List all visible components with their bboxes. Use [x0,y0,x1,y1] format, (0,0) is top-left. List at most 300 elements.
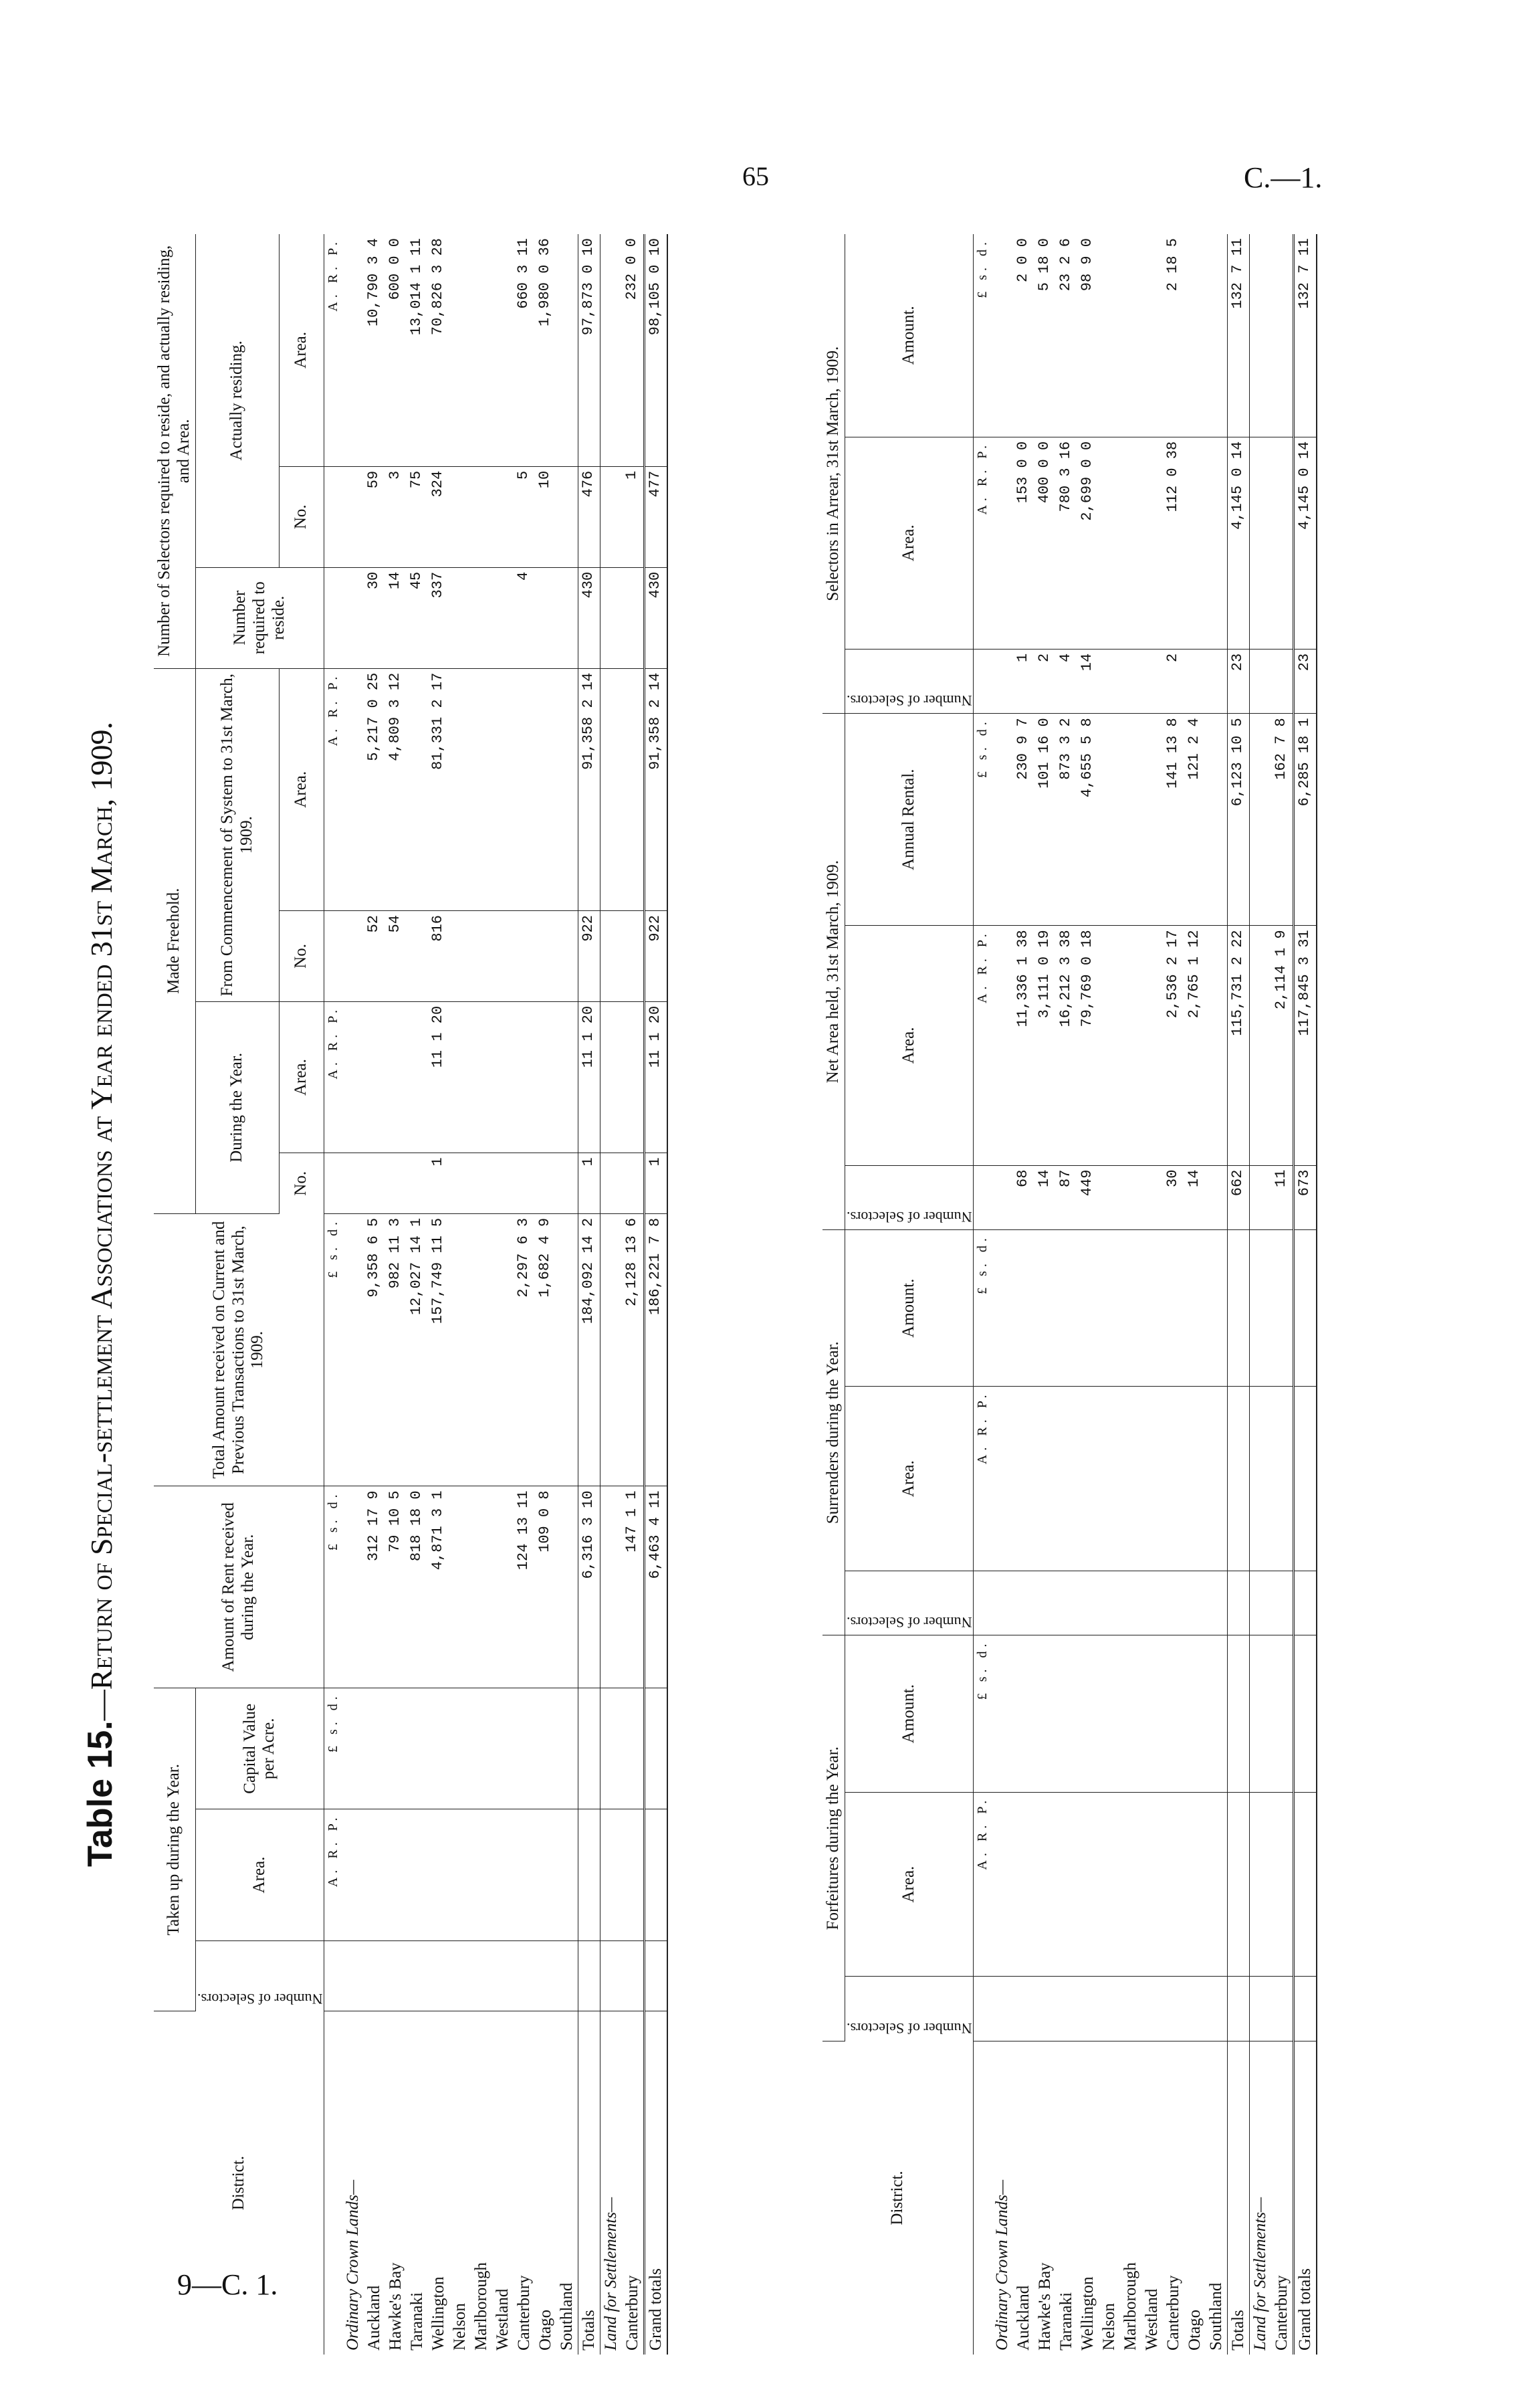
empty-cell [1250,1230,1272,1387]
col-surr-no [845,1571,974,1635]
table-row [556,234,578,2355]
col-district: District. [822,2041,974,2355]
section-row [342,234,364,2355]
col-annual-rental: Annual Rental. [845,714,974,926]
value-res-area: 232 0 0 [622,234,645,466]
value-dy-no [385,1153,407,1214]
empty-cell [556,1688,578,1809]
empty-cell [1013,1230,1034,1387]
empty-cell [1271,1571,1294,1635]
empty-cell [1013,1387,1034,1571]
value-res-no: 59 [364,466,385,567]
table-row [1228,234,1250,2355]
value-fc-area: 91,358 2 14 [645,668,668,910]
value-arr-amt [1120,234,1141,437]
value-fc-area: 5,217 0 25 [364,668,385,910]
empty-cell [600,1153,623,1214]
empty-cell [492,1809,514,1940]
empty-cell [992,1571,1013,1635]
unit-area: A. R. P. [324,1001,343,1153]
section-label: Ordinary Crown Lands— [344,2179,362,2351]
col-selectors-reside: Number of Selectors required to reside, and actually residing, and Area. [154,234,195,668]
value-fc-no [492,911,514,1002]
empty-cell [514,1940,535,2011]
value-rental: 4,655 5 8 [1077,714,1099,926]
table-row [1206,234,1228,2355]
empty-cell [1294,1571,1317,1635]
col-taken-up: Taken up during the Year. [154,1688,195,2011]
value-net-no [1120,1165,1141,1229]
empty-cell [600,567,623,668]
value-fc-area [622,668,645,910]
value-arr-area: 112 0 38 [1163,437,1184,649]
value-fc-no: 922 [645,911,668,1002]
value-total [449,1213,471,1486]
value-total: 1,682 4 9 [535,1213,556,1486]
empty-cell [1250,714,1272,926]
empty-cell [1099,1792,1120,1977]
empty-cell [600,1688,623,1809]
value-dy-area [535,1001,556,1153]
value-dy-no [449,1153,471,1214]
value-rent [492,1486,514,1688]
table-row [1034,234,1056,2355]
empty-cell [1163,1230,1184,1387]
empty-cell [578,1688,600,1809]
table-row [578,234,600,2355]
empty-cell [992,1230,1013,1387]
col-res-area: Area. [279,234,324,466]
empty-cell [600,1001,623,1153]
empty-cell [535,1688,556,1809]
district-name: Auckland [1014,2285,1033,2351]
empty-cell [1120,1387,1141,1571]
empty-cell [535,1809,556,1940]
empty-cell [1077,1230,1099,1387]
value-arr-area [1120,437,1141,649]
empty-cell [364,1940,385,2011]
value-res-area: 98,105 0 10 [645,234,668,466]
value-res-no: 324 [428,466,449,567]
value-rent: 6,316 3 10 [578,1486,600,1688]
empty-cell [992,1635,1013,1792]
empty-cell [1056,1571,1077,1635]
empty-cell [1077,1635,1099,1792]
value-fc-no [514,911,535,1002]
empty-cell [1120,1635,1141,1792]
value-arr-amt [1099,234,1120,437]
district-name: Southland [558,2282,576,2351]
empty-cell [1163,1792,1184,1977]
district-name: Canterbury [1164,2275,1183,2351]
value-arr-no: 23 [1294,649,1317,713]
empty-cell [1184,1387,1206,1571]
district-name: Hawke's Bay [387,2262,405,2351]
arr-number-label: Number of Selectors. [846,692,972,710]
col-rent: Amount of Rent received during the Year. [154,1486,324,1688]
empty-cell [1034,1230,1056,1387]
empty-cell [364,1688,385,1809]
empty-cell [1250,649,1272,713]
value-total: 186,221 7 8 [645,1213,668,1486]
empty-cell [1034,1792,1056,1977]
col-arrear: Selectors in Arrear, 31st March, 1909. [822,234,845,714]
empty-cell [1077,1977,1099,2041]
value-arr-no [1206,649,1228,713]
value-dy-area: 11 1 20 [645,1001,668,1153]
empty-cell [492,1688,514,1809]
value-rental: 162 7 8 [1271,714,1294,926]
unit-area: A. R. P. [974,1792,992,1977]
empty-cell [1141,1977,1163,2041]
value-net-no: 449 [1077,1165,1099,1229]
empty-cell [1077,1571,1099,1635]
district-name: Nelson [451,2303,469,2351]
empty-cell [1184,1792,1206,1977]
district-name: Otago [1186,2309,1204,2351]
empty-cell [1206,1571,1228,1635]
empty-cell [1099,1571,1120,1635]
table-row [1141,234,1163,2355]
empty-cell [342,1153,364,1214]
empty-cell [1228,1792,1250,1977]
table-row [1163,234,1184,2355]
empty-cell [514,1809,535,1940]
value-rental: 121 2 4 [1184,714,1206,926]
empty-cell [1120,1230,1141,1387]
empty-cell [1013,1977,1034,2041]
value-rent [449,1486,471,1688]
empty-cell [645,1809,668,1940]
table-row [385,234,407,2355]
empty-cell [1250,1387,1272,1571]
footer-code: 9—C. 1. [177,2268,278,2301]
value-net-no: 87 [1056,1165,1077,1229]
empty-cell [428,1809,449,1940]
empty-cell [1294,1387,1317,1571]
value-req [535,567,556,668]
value-net-area: 11,336 1 38 [1013,926,1034,1165]
col-number-selectors [195,1940,324,2011]
value-arr-amt: 132 7 11 [1294,234,1317,437]
value-req: 337 [428,567,449,668]
empty-cell [1163,1571,1184,1635]
col-arr-area: Area. [845,437,974,649]
value-arr-area [1271,437,1294,649]
empty-cell [1034,1977,1056,2041]
value-res-no [556,466,578,567]
value-fc-area [514,668,535,910]
district-name: Canterbury [623,2275,642,2351]
value-net-no: 662 [1228,1165,1250,1229]
table-row [428,234,449,2355]
value-net-no [1141,1165,1163,1229]
empty-cell [600,911,623,1002]
value-res-area: 10,790 3 4 [364,234,385,466]
value-fc-area [492,668,514,910]
value-dy-no: 1 [645,1153,668,1214]
empty-cell [449,1688,471,1809]
page-number: 65 [742,161,769,191]
value-rent: 79 10 5 [385,1486,407,1688]
value-dy-area [514,1001,535,1153]
district-name: Marlborough [1121,2262,1140,2351]
value-arr-amt: 2 0 0 [1013,234,1034,437]
value-net-no: 30 [1163,1165,1184,1229]
value-arr-no: 14 [1077,649,1099,713]
value-rental [1120,714,1141,926]
district-name: Southland [1207,2282,1226,2351]
empty-cell [342,567,364,668]
value-req: 45 [407,567,428,668]
value-arr-no [1141,649,1163,713]
empty-cell [622,1809,645,1940]
value-arr-area [1141,437,1163,649]
value-arr-amt [1184,234,1206,437]
empty-cell [342,911,364,1002]
value-net-no [1206,1165,1228,1229]
empty-cell [556,1809,578,1940]
empty-cell [1013,1635,1034,1792]
district-name: Wellington [429,2276,448,2351]
value-fc-area [407,668,428,910]
value-fc-area: 91,358 2 14 [578,668,600,910]
unit-area: A. R. P. [324,1809,343,1940]
table-row [407,234,428,2355]
value-req: 430 [578,567,600,668]
value-dy-area [471,1001,492,1153]
empty-cell [992,714,1013,926]
empty-cell [342,1809,364,1940]
value-res-no: 75 [407,466,428,567]
empty-cell [992,437,1013,649]
value-fc-area [535,668,556,910]
empty-cell [385,1688,407,1809]
col-capital-value: Capital Value per Acre. [195,1688,324,1809]
value-fc-area: 81,331 2 17 [428,668,449,910]
value-rent [471,1486,492,1688]
value-net-no: 14 [1184,1165,1206,1229]
value-net-area: 2,765 1 12 [1184,926,1206,1165]
empty-cell [992,1387,1013,1571]
col-district: District. [154,2011,324,2355]
empty-cell [1184,1977,1206,2041]
value-rental: 6,285 18 1 [1294,714,1317,926]
table-row [1184,234,1206,2355]
empty-cell [1013,1792,1034,1977]
col-forf-no [845,1977,974,2041]
surr-number-label: Number of Selectors. [846,1614,972,1631]
value-fc-no [407,911,428,1002]
value-total: 2,297 6 3 [514,1213,535,1486]
table-row [471,234,492,2355]
unit-area: A. R. P. [324,668,343,910]
empty-cell [428,1688,449,1809]
value-res-area [492,234,514,466]
value-total: 9,358 6 5 [364,1213,385,1486]
empty-cell [342,466,364,567]
value-res-area: 600 0 0 [385,234,407,466]
value-fc-no: 52 [364,911,385,1002]
empty-cell [645,1688,668,1809]
empty-cell [1206,1635,1228,1792]
section-label: Land for Settlements— [1251,2197,1270,2351]
value-net-no: 14 [1034,1165,1056,1229]
empty-cell [1141,1387,1163,1571]
value-arr-amt: 5 18 0 [1034,234,1056,437]
value-total: 184,092 14 2 [578,1213,600,1486]
value-res-no: 476 [578,466,600,567]
value-res-area: 97,873 0 10 [578,234,600,466]
value-rental [1141,714,1163,926]
empty-cell [992,1792,1013,1977]
value-arr-area [1099,437,1120,649]
value-req: 30 [364,567,385,668]
empty-cell [471,1940,492,2011]
empty-cell [1077,1387,1099,1571]
empty-cell [1271,1635,1294,1792]
value-dy-area: 11 1 20 [428,1001,449,1153]
empty-cell [1141,1571,1163,1635]
value-res-area [471,234,492,466]
col-net-area-val: Area. [845,926,974,1165]
empty-cell [1294,1230,1317,1387]
empty-cell [1184,1230,1206,1387]
unit-area: A. R. P. [974,926,992,1165]
empty-cell [449,1940,471,2011]
value-arr-area: 2,699 0 0 [1077,437,1099,649]
value-rent: 6,463 4 11 [645,1486,668,1688]
value-res-area: 70,826 3 28 [428,234,449,466]
value-dy-area [407,1001,428,1153]
empty-cell [992,234,1013,437]
value-rent: 124 13 11 [514,1486,535,1688]
empty-cell [1056,1977,1077,2041]
value-res-no [449,466,471,567]
net-number-label: Number of Selectors. [846,1209,972,1226]
empty-cell [1294,1792,1317,1977]
empty-cell [1141,1230,1163,1387]
value-fc-no: 922 [578,911,600,1002]
district-name: Taranaki [408,2292,427,2351]
empty-cell [1034,1571,1056,1635]
value-dy-area [492,1001,514,1153]
empty-cell [407,1809,428,1940]
table-selections [154,234,668,2355]
value-arr-area: 153 0 0 [1013,437,1034,649]
empty-cell [428,1940,449,2011]
value-dy-no [471,1153,492,1214]
col-from-commencement: From Commencement of System to 31st March, 1909. [195,668,279,1001]
district-name: Wellington [1079,2276,1097,2351]
value-res-no [492,466,514,567]
empty-cell [1141,1792,1163,1977]
empty-cell [1250,926,1272,1165]
value-arr-no: 4 [1056,649,1077,713]
table-title-text: —Return of Special-settlement Associations at Year ended 31st March, 1909. [84,722,118,1721]
unit-money: £ s. d. [974,1230,992,1387]
value-arr-area: 4,145 0 14 [1228,437,1250,649]
empty-cell [1294,1635,1317,1792]
value-arr-amt: 132 7 11 [1228,234,1250,437]
empty-cell [1077,1792,1099,1977]
empty-cell [1271,1230,1294,1387]
value-arr-area [1184,437,1206,649]
empty-cell [1228,1635,1250,1792]
unit-area: A. R. P. [324,234,343,466]
district-name: Hawke's Bay [1036,2262,1055,2351]
empty-cell [1184,1571,1206,1635]
value-net-area: 115,731 2 22 [1228,926,1250,1165]
empty-cell [992,649,1013,713]
empty-cell [1163,1977,1184,2041]
empty-cell [578,1809,600,1940]
empty-cell [556,1940,578,2011]
unit-money: £ s. d. [324,1486,343,1688]
value-rent: 4,871 3 1 [428,1486,449,1688]
value-fc-no: 54 [385,911,407,1002]
value-net-area [1120,926,1141,1165]
value-res-no [471,466,492,567]
section-label: Ordinary Crown Lands— [993,2179,1012,2351]
empty-cell [1099,1977,1120,2041]
section-label: Land for Settlements— [602,2197,621,2351]
empty-cell [1250,437,1272,649]
empty-cell [514,1688,535,1809]
value-req [471,567,492,668]
empty-cell [1250,234,1272,437]
value-rental [1099,714,1120,926]
empty-cell [1250,1977,1272,2041]
empty-cell [1056,1230,1077,1387]
value-net-area [1206,926,1228,1165]
col-forf-area: Area. [845,1792,974,1977]
empty-cell [1120,1792,1141,1977]
table-holdings [822,234,1317,2355]
empty-cell [1163,1635,1184,1792]
value-rent: 147 1 1 [622,1486,645,1688]
empty-cell [1271,1792,1294,1977]
table-row [449,234,471,2355]
col-forf-amount: Amount. [845,1635,974,1792]
value-arr-no: 2 [1163,649,1184,713]
value-dy-no: 1 [578,1153,600,1214]
table-selections-body [324,234,668,2355]
empty-cell [1250,1635,1272,1792]
empty-cell [492,1940,514,2011]
empty-cell [622,1688,645,1809]
value-net-area [1099,926,1120,1165]
empty-cell [342,1213,364,1486]
col-total-amount: Total Amount received on Current and Previous Transactions to 31st March, 1909. [154,1213,324,1486]
value-fc-area [449,668,471,910]
empty-cell [535,1940,556,2011]
value-net-no [1099,1165,1120,1229]
col-fc-area: Area. [279,668,324,910]
value-arr-no [1120,649,1141,713]
empty-cell [407,1940,428,2011]
empty-cell [992,926,1013,1165]
table-row [1294,234,1317,2355]
value-fc-no [556,911,578,1002]
table-row [645,234,668,2355]
value-res-no: 3 [385,466,407,567]
value-arr-amt: 23 2 6 [1056,234,1077,437]
value-total [492,1213,514,1486]
col-actually: Actually residing. [195,234,279,567]
district-name: Westland [493,2288,512,2351]
empty-cell [1056,1635,1077,1792]
